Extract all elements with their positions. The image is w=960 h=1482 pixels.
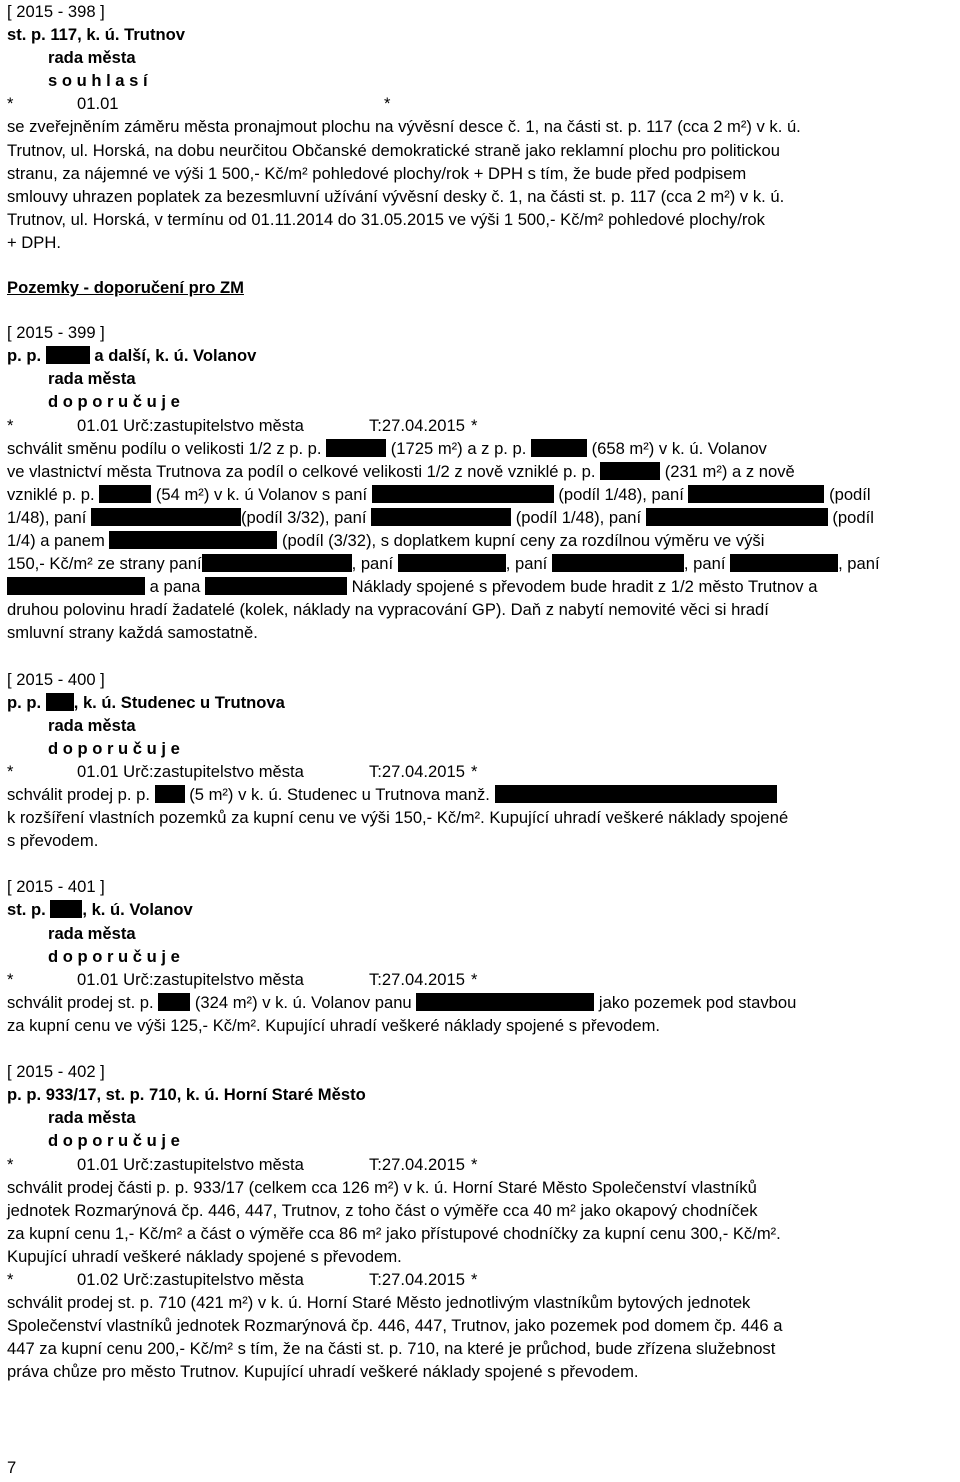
item-number: 01.01 Urč:zastupitelstvo města: [77, 969, 304, 989]
text-line: s převodem.: [7, 831, 99, 851]
redaction-block: [158, 993, 190, 1011]
text-line: a pana Náklady spojené s převodem bude hradit z 1/2 město Trutnov a: [7, 575, 953, 598]
star-marker: *: [471, 1154, 478, 1174]
item-number: 01.01 Urč:zastupitelstvo města: [77, 761, 304, 781]
text-line: schválit prodej st. p. (324 m²) v k. ú. Volanov panu jako pozemek pod stavbou: [7, 992, 797, 1012]
star-marker: *: [7, 969, 14, 989]
term-date: T:27.04.2015: [369, 969, 465, 989]
redaction-block: [646, 508, 828, 526]
verdict: d o p o r u č u j e: [48, 946, 180, 966]
verdict: s o u h l a s í: [48, 71, 148, 91]
resolution-title: p. p. , k. ú. Studenec u Trutnova: [7, 692, 285, 712]
text-line: za kupní cenu 1,- Kč/m² a část o výměře cca 86 m² jako přístupové chodníčky za kupní cenu 300,- Kč/m².: [7, 1223, 781, 1243]
star-marker: *: [7, 761, 14, 781]
resolution-title: p. p. a další, k. ú. Volanov: [7, 346, 257, 366]
redaction-block: [416, 993, 594, 1011]
redaction-block: [109, 531, 277, 549]
text-line: schválit směnu podílu o velikosti 1/2 z p. p. (1725 m²) a z p. p. (658 m²) v k. ú. Volanov: [7, 438, 767, 458]
text-line: za kupní cenu ve výši 125,- Kč/m². Kupující uhradí veškeré náklady spojené s převodem.: [7, 1015, 661, 1035]
redaction-block: [688, 485, 824, 503]
item-number: 01.01 Urč:zastupitelstvo města: [77, 1154, 304, 1174]
resolution-401: [7, 875, 953, 1037]
text-line: schválit prodej části p. p. 933/17 (celkem cca 126 m²) v k. ú. Horní Staré Město Společenství vlastníků: [7, 1177, 757, 1197]
verdict: d o p o r u č u j e: [48, 392, 180, 412]
text-line: se zveřejněním záměru města pronajmout plochu na vývěsní desce č. 1, na části st. p. 117 (cca 2 m²) v k. ú.: [7, 117, 801, 137]
resolution-number: [ 2015 - 399 ]: [7, 323, 105, 343]
resolution-400: [7, 668, 953, 853]
verdict: d o p o r u č u j e: [48, 738, 180, 758]
redaction-block: [552, 554, 684, 572]
resolution-number: [ 2015 - 398 ]: [7, 2, 105, 21]
document-page: [7, 0, 953, 1383]
redaction-block: [46, 346, 90, 364]
redaction-block: [730, 554, 838, 572]
body-name: rada města: [48, 715, 136, 735]
text-line: jednotek Rozmarýnová čp. 446, 447, Trutnov, z toho část o výměře cca 40 m² jako okapový chodníček: [7, 1200, 758, 1220]
body-name: rada města: [48, 1108, 136, 1128]
text-line: 1/48), paní (podíl 3/32), paní (podíl 1/48), paní (podíl: [7, 507, 874, 527]
term-date: T:27.04.2015: [369, 1154, 465, 1174]
text-line: schválit prodej st. p. 710 (421 m²) v k. ú. Horní Staré Město jednotlivým vlastníkům bytových jednotek: [7, 1293, 751, 1313]
text-line: práva chůze pro město Trutnov. Kupující uhradí veškeré náklady spojené s převodem.: [7, 1362, 639, 1382]
text-line: schválit prodej p. p. (5 m²) v k. ú. Studenec u Trutnova manž.: [7, 783, 953, 806]
redaction-block: [7, 577, 145, 595]
resolution-title: st. p. 117, k. ú. Trutnov: [7, 25, 185, 45]
redaction-block: [495, 785, 777, 803]
body-name: rada města: [48, 923, 136, 943]
redaction-block: [99, 485, 151, 503]
text-line: + DPH.: [7, 232, 61, 252]
redaction-block: [205, 577, 347, 595]
resolution-402: [7, 1060, 953, 1383]
text-line: Trutnov, ul. Horská, v termínu od 01.11.2014 do 31.05.2015 ve výši 1 500,- Kč/m² pohledové plochy/rok: [7, 209, 765, 229]
star-marker: *: [7, 94, 14, 114]
redaction-block: [398, 554, 506, 572]
text-line: Kupující uhradí veškeré náklady spojené s převodem.: [7, 1246, 402, 1266]
text-line: Společenství vlastníků jednotek Rozmarýnová čp. 446, 447, Trutnov, jako pozemek pod domem čp. 446 a: [7, 1316, 783, 1336]
resolution-398: [7, 0, 953, 254]
text-line: 150,- Kč/m² ze strany paní , paní , paní , paní , paní: [7, 554, 880, 574]
star-marker: *: [7, 1154, 14, 1174]
redaction-block: [155, 785, 185, 803]
redaction-block: [50, 900, 82, 918]
text-line: k rozšíření vlastních pozemků za kupní cenu ve výši 150,- Kč/m². Kupující uhradí veškeré náklady spojené: [7, 808, 789, 828]
star-marker: *: [7, 1269, 14, 1289]
star-marker: *: [471, 415, 478, 435]
section-heading: Pozemky - doporučení pro ZM: [7, 278, 244, 298]
body-name: rada města: [48, 369, 136, 389]
item-number: 01.01: [77, 94, 119, 114]
term-date: T:27.04.2015: [369, 415, 465, 435]
text-line: 1/4) a panem (podíl (3/32), s doplatkem kupní ceny za rozdílnou výměru ve výši: [7, 530, 765, 550]
star-marker: *: [384, 94, 391, 114]
star-marker: *: [7, 415, 14, 435]
redaction-block: [202, 554, 352, 572]
redaction-block: [531, 439, 587, 457]
text-line: druhou polovinu hradí žadatelé (kolek, náklady na vypracování GP). Daň z nabytí nemovité věci si hradí: [7, 600, 769, 620]
star-marker: *: [471, 761, 478, 781]
resolution-399: [7, 321, 953, 644]
text-line: Trutnov, ul. Horská, na dobu neurčitou Občanské demokratické straně jako reklamní plochu pro politickou: [7, 140, 780, 160]
item-number: 01.02 Urč:zastupitelstvo města: [77, 1269, 304, 1289]
star-marker: *: [471, 1269, 478, 1289]
resolution-title: st. p. , k. ú. Volanov: [7, 900, 193, 920]
redaction-block: [326, 439, 386, 457]
text-line: 447 za kupní cenu 200,- Kč/m² s tím, že na části st. p. 710, na které je průchod, bude zřízena služebnost: [7, 1339, 776, 1359]
term-date: T:27.04.2015: [369, 1269, 465, 1289]
resolution-number: [ 2015 - 401 ]: [7, 877, 105, 897]
redaction-block: [46, 693, 74, 711]
resolution-number: [ 2015 - 402 ]: [7, 1062, 105, 1082]
text-line: vzniklé p. p. (54 m²) v k. ú Volanov s paní (podíl 1/48), paní (podíl: [7, 484, 871, 504]
text-line: smlouvy uhrazen poplatek za bezesmluvní užívání vývěsní desky č. 1, na části st. p. 117 (cca 2 m²) v k. ú.: [7, 186, 785, 206]
redaction-block: [600, 462, 660, 480]
item-number: 01.01 Urč:zastupitelstvo města: [77, 415, 304, 435]
star-marker: *: [471, 969, 478, 989]
page-number: 7: [7, 1458, 17, 1477]
redaction-block: [371, 508, 511, 526]
resolution-title: p. p. 933/17, st. p. 710, k. ú. Horní Staré Město: [7, 1085, 366, 1105]
verdict: d o p o r u č u j e: [48, 1131, 180, 1151]
term-date: T:27.04.2015: [369, 761, 465, 781]
redaction-block: [91, 508, 241, 526]
body-name: rada města: [48, 48, 136, 68]
text-line: stranu, za nájemné ve výši 1 500,- Kč/m² pohledové plochy/rok + DPH s tím, že bude před podpisem: [7, 163, 747, 183]
text-line: smluvní strany každá samostatně.: [7, 623, 258, 643]
text-line: ve vlastnictví města Trutnova za podíl o celkové velikosti 1/2 z nově vzniklé p. p. (231 m²) a z nově: [7, 461, 795, 481]
resolution-number: [ 2015 - 400 ]: [7, 669, 105, 689]
redaction-block: [372, 485, 554, 503]
